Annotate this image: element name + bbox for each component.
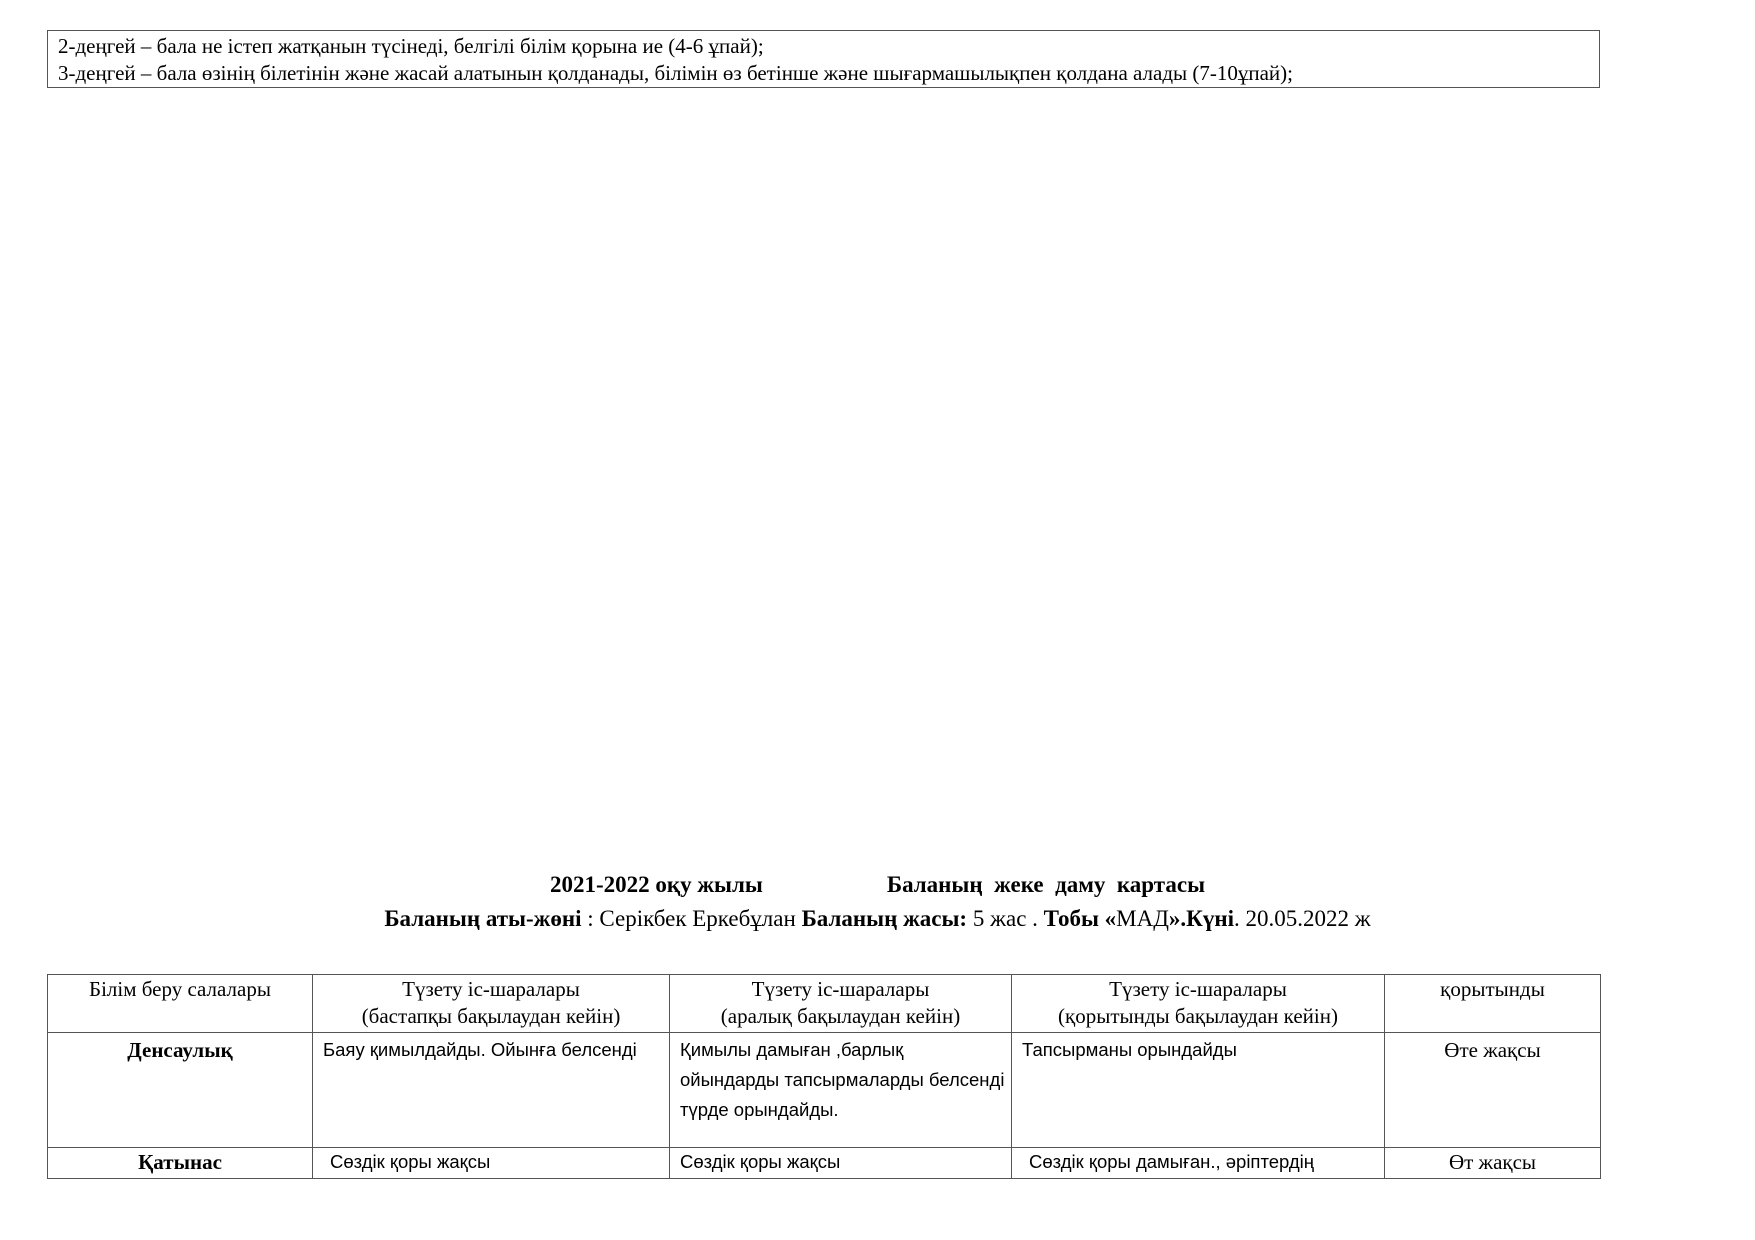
level-3-description: 3-деңгей – бала өзінің білетінін және жасай алатынын қолданады, білімін өз бетінше және шығармашылықпен қолдана алады (7-10ұпай); (58, 61, 1293, 85)
conclusion-cell: Өт жақсы (1385, 1148, 1601, 1179)
academic-year: 2021-2022 оқу жылы (549, 872, 763, 897)
date-value: . 20.05.2022 ж (1234, 906, 1371, 931)
date-label: Күні (1186, 906, 1234, 931)
header-interim-correction: Түзету іс-шаралары (аралық бақылаудан кейін) (670, 975, 1012, 1033)
initial-correction-cell: Баяу қимылдайды. Ойынға белсенді (313, 1033, 670, 1148)
table-row (48, 1033, 1601, 1148)
card-title: Баланың жеке даму картасы (886, 872, 1206, 897)
header-final-correction: Түзету іс-шаралары (қорытынды бақылаудан кейін) (1012, 975, 1385, 1033)
group-name: МАД (1116, 906, 1169, 931)
header-initial-correction: Түзету іс-шаралары (бастапқы бақылаудан кейін) (313, 975, 670, 1033)
conclusion-cell: Өте жақсы (1385, 1033, 1601, 1148)
interim-correction-cell: Сөздік қоры жақсы (670, 1148, 1012, 1179)
table-header-row (48, 975, 1601, 1033)
header-education-areas: Білім беру салалары (48, 975, 313, 1033)
area-name: Денсаулық (48, 1033, 313, 1148)
final-correction-cell: Тапсырманы орындайды (1012, 1033, 1385, 1148)
name-separator: : (581, 906, 600, 931)
interim-correction-cell: Қимылы дамыған ,барлық ойындарды тапсырмаларды белсенді түрде орындайды. (670, 1033, 1012, 1148)
document-title (0, 872, 1755, 898)
child-age: 5 жас . (967, 906, 1044, 931)
group-label-close: ». (1168, 906, 1187, 931)
header-conclusion: қорытынды (1385, 975, 1601, 1033)
name-label: Баланың аты-жөні (384, 906, 582, 931)
levels-description-box (47, 30, 1600, 88)
group-label-open: Тобы « (1043, 906, 1117, 931)
child-name: Серікбек Еркебұлан (599, 906, 802, 931)
table-row (48, 1148, 1601, 1179)
area-name: Қатынас (48, 1148, 313, 1179)
level-2-description: 2-деңгей – бала не істеп жатқанын түсінеді, белгілі білім қорына ие (4-6 ұпай); (58, 34, 764, 58)
development-card-table (47, 974, 1601, 1179)
final-correction-cell: Сөздік қоры дамыған., әріптердің (1012, 1148, 1385, 1179)
age-label: Баланың жасы: (801, 906, 968, 931)
initial-correction-cell: Сөздік қоры жақсы (313, 1148, 670, 1179)
child-info-line (0, 906, 1755, 932)
